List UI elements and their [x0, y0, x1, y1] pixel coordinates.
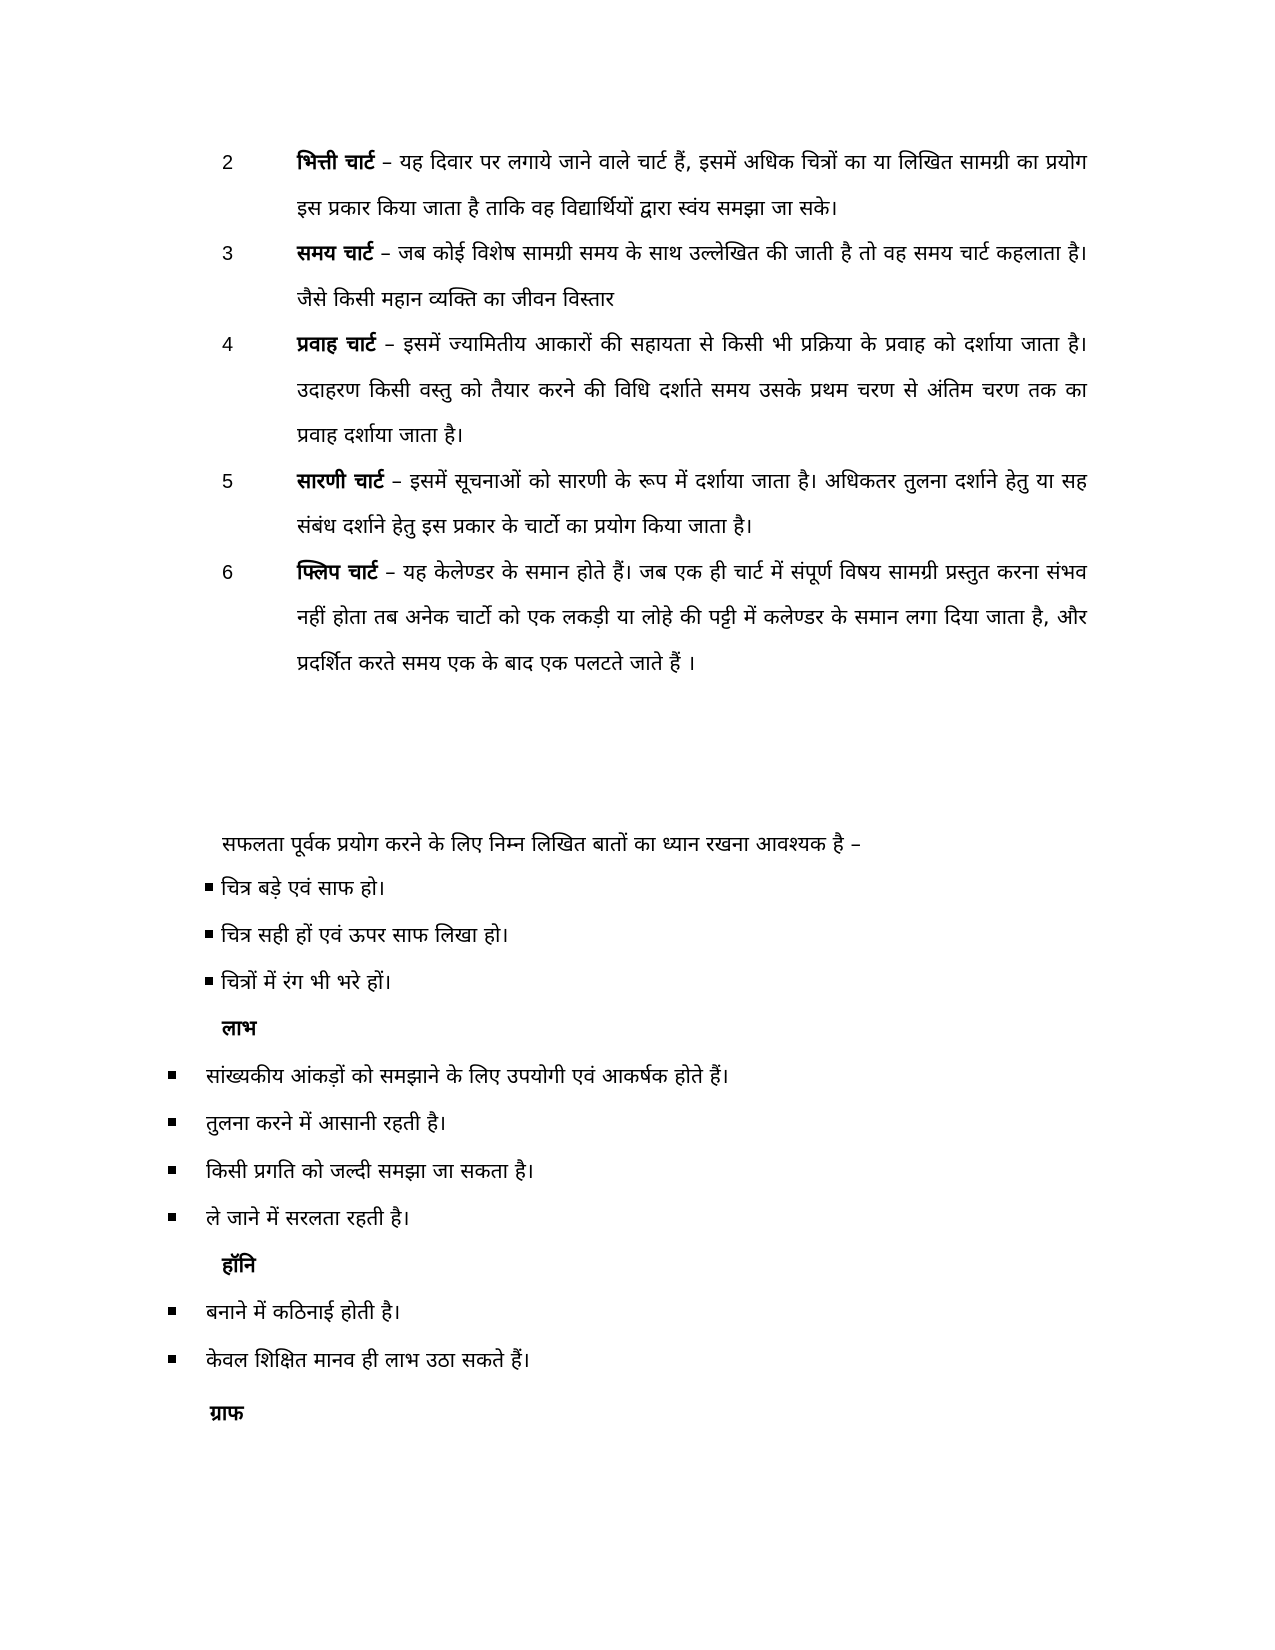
item-term: फ्लिप चार्ट	[297, 559, 378, 584]
list-item	[0, 550, 1275, 687]
tip-item	[205, 962, 1005, 1002]
item-text: – इसमें सूचनाओं को सारणी के रूप में दर्शाया जाता है। अधिकतर तुलना दर्शाने हेतु या सह संबंध दर्शाने हेतु इस प्रकार के चार्टो का प्रयोग किया जाता है।	[297, 468, 1087, 538]
square-bullet-icon	[205, 883, 213, 891]
advantage-item	[168, 1198, 1068, 1238]
item-text: – इसमें ज्यामितीय आकारों की सहायता से किसी भी प्रक्रिया के प्रवाह को दर्शाया जाता है। उदाहरण किसी वस्तु को तैयार करने की विधि दर्शाते समय उसके प्रथम चरण से अंतिम चरण तक का प्रवाह दर्शाया जाता है।	[297, 332, 1087, 447]
square-bullet-icon	[168, 1213, 176, 1221]
advantage-text: किसी प्रगति को जल्दी समझा जा सकता है।	[206, 1159, 534, 1183]
square-bullet-icon	[168, 1118, 176, 1126]
square-bullet-icon	[168, 1166, 176, 1174]
advantage-text: तुलना करने में आसानी रहती है।	[206, 1111, 447, 1135]
advantage-text: सांख्यकीय आंकड़ों को समझाने के लिए उपयोगी एवं आकर्षक होते हैं।	[206, 1064, 729, 1088]
item-number: 3	[222, 243, 234, 265]
item-term: भित्ती चार्ट	[297, 150, 375, 174]
tip-item	[205, 915, 1005, 955]
advantage-text: ले जाने में सरलता रहती है।	[206, 1206, 410, 1230]
item-number: 6	[222, 561, 234, 584]
advantages-heading: लाभ	[222, 1016, 257, 1040]
item-body	[297, 140, 1087, 231]
square-bullet-icon	[168, 1307, 176, 1315]
item-number: 4	[222, 334, 234, 356]
item-text: – जब कोई विशेष सामग्री समय के साथ उल्लेखित की जाती है तो वह समय चार्ट कहलाता है। जैसे किसी महान व्यक्ति का जीवन विस्तार	[297, 241, 1087, 311]
tip-text: चित्र बड़े एवं साफ हो।	[221, 876, 385, 900]
square-bullet-icon	[205, 977, 213, 985]
advantage-item	[168, 1151, 1068, 1191]
item-text: – यह दिवार पर लगाये जाने वाले चार्ट हैं, इसमें अधिक चित्रों का या लिखित सामग्री का प्रयोग इस प्रकार किया जाता है ताकि वह विद्यार्थियों द्वारा स्वंय समझा जा सके।	[297, 150, 1087, 220]
tip-item	[205, 868, 1005, 908]
chart-types-list	[0, 140, 1275, 686]
item-text: – यह केलेण्डर के समान होते हैं। जब एक ही चार्ट में संपूर्ण विषय सामग्री प्रस्तुत करना संभव नहीं होता तब अनेक चार्टो को एक लकड़ी या लोहे की पट्टी में कलेण्डर के समान लगा दिया जाता है, और प्रदर्शित करते समय एक के बाद एक पलटते जाते हैं ।	[297, 559, 1087, 675]
list-item	[0, 231, 1275, 322]
item-body	[297, 550, 1087, 687]
item-term: सारणी चार्ट	[297, 468, 384, 493]
square-bullet-icon	[168, 1071, 176, 1079]
item-term: समय चार्ट	[297, 241, 374, 265]
item-body	[297, 322, 1087, 459]
intro-paragraph: सफलता पूर्वक प्रयोग करने के लिए निम्न लिखित बातों का ध्यान रखना आवश्यक है –	[222, 832, 861, 856]
square-bullet-icon	[205, 930, 213, 938]
item-body	[297, 231, 1087, 322]
disadvantage-text: बनाने में कठिनाई होती है।	[206, 1300, 401, 1324]
disadvantages-heading: हॉनि	[222, 1253, 256, 1277]
item-body	[297, 459, 1087, 550]
square-bullet-icon	[168, 1355, 176, 1363]
disadvantage-item	[168, 1340, 1068, 1380]
item-number: 5	[222, 470, 234, 493]
disadvantage-item	[168, 1292, 1068, 1332]
list-item	[0, 322, 1275, 459]
disadvantage-text: केवल शिक्षित मानव ही लाभ उठा सकते हैं।	[206, 1348, 530, 1372]
advantage-item	[168, 1103, 1068, 1143]
list-item	[0, 459, 1275, 550]
tip-text: चित्र सही हों एवं ऊपर साफ लिखा हो।	[221, 923, 509, 947]
item-term: प्रवाह चार्ट	[297, 332, 376, 356]
list-item	[0, 140, 1275, 231]
item-number: 2	[222, 152, 234, 174]
advantage-item	[168, 1056, 1068, 1096]
graph-heading: ग्राफ	[210, 1401, 244, 1425]
tip-text: चित्रों में रंग भी भरे हों।	[221, 970, 392, 994]
